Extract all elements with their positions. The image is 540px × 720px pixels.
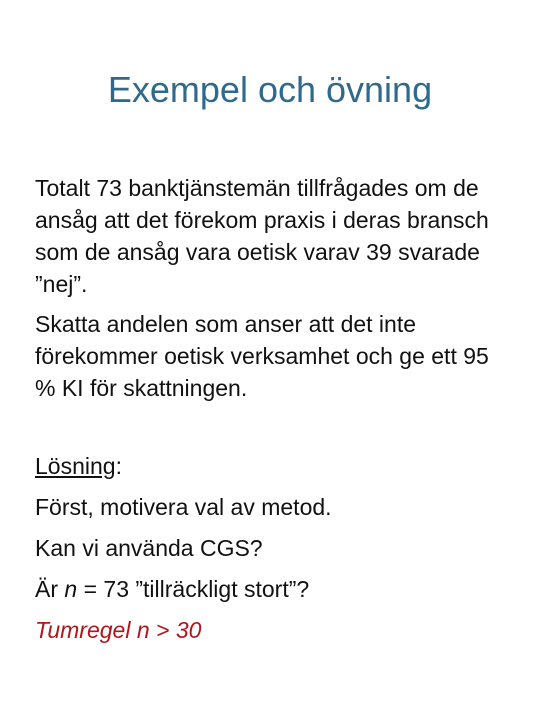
solution-line-3-suffix: = 73 ”tillräckligt stort”? bbox=[77, 576, 310, 602]
solution-section bbox=[35, 452, 515, 657]
solution-heading: Lösning bbox=[35, 453, 116, 479]
solution-heading-line bbox=[35, 452, 515, 480]
variable-n: n bbox=[64, 576, 78, 602]
solution-line-3-prefix: Är bbox=[35, 576, 65, 602]
problem-text bbox=[35, 172, 515, 404]
problem-paragraph-1: Totalt 73 banktjänstemän tillfrågades om de ansåg att det förekom praxis i deras bransch som de ansåg vara oetisk varav 39 svarade ”nej”. bbox=[35, 175, 489, 297]
problem-paragraph-2: Skatta andelen som anser att det inte förekommer oetisk verksamhet och ge ett 95 % KI för skattningen. bbox=[35, 311, 489, 401]
solution-line-2: Kan vi använda CGS? bbox=[35, 535, 263, 561]
solution-heading-colon: : bbox=[115, 453, 122, 479]
rule-of-thumb-line bbox=[35, 616, 515, 644]
solution-line-1: Först, motivera val av metod. bbox=[35, 494, 332, 520]
rule-of-thumb-variable: n bbox=[136, 617, 150, 643]
slide-title: Exempel och övning bbox=[107, 69, 433, 110]
rule-of-thumb-suffix: > 30 bbox=[149, 617, 202, 643]
rule-of-thumb-prefix: Tumregel bbox=[35, 617, 137, 643]
solution-line-3 bbox=[35, 575, 515, 603]
